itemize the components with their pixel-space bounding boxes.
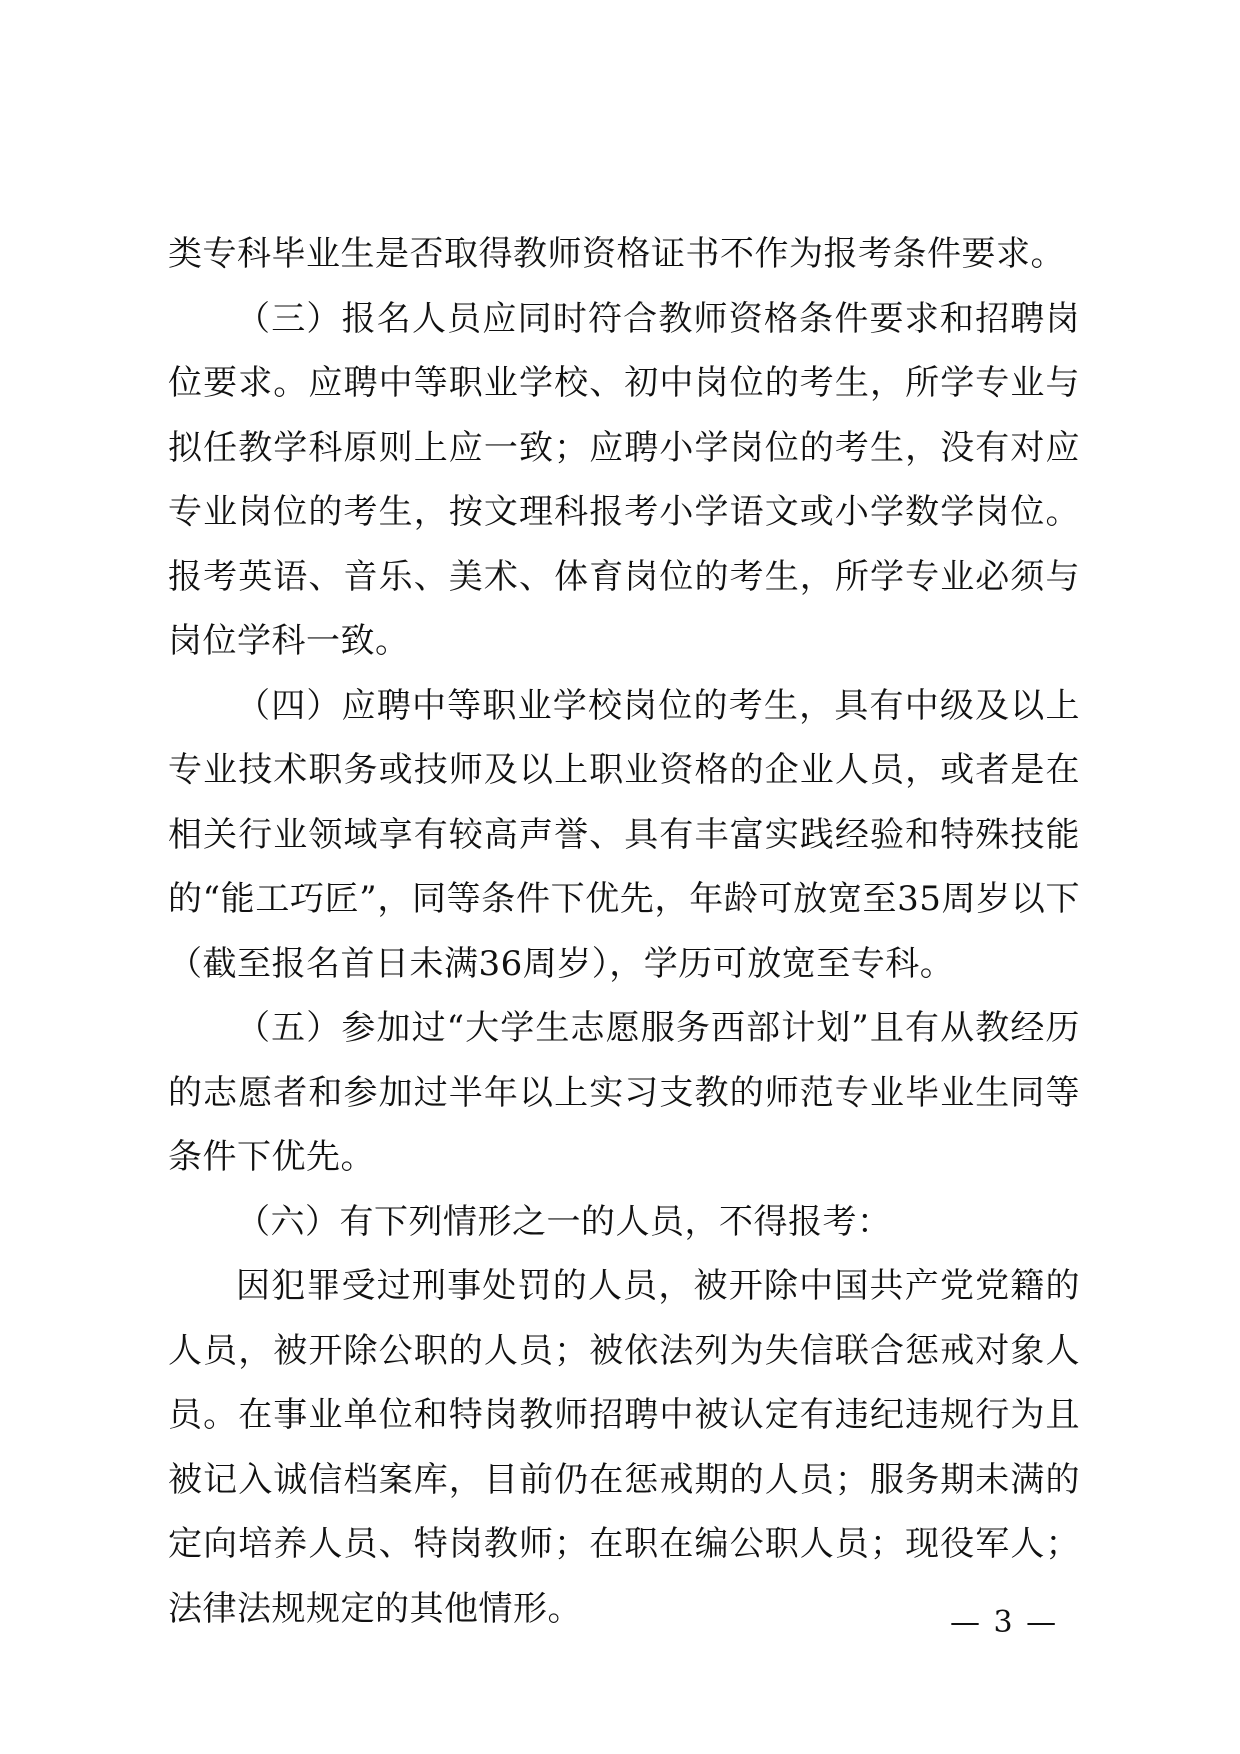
paragraph-continuation: 类专科毕业生是否取得教师资格证书不作为报考条件要求。 — [168, 234, 1065, 274]
paragraph-item-6-detail: 因犯罪受过刑事处罚的人员，被开除中国共产党党籍的人员，被开除公职的人员；被依法列为失信联合惩戒对象人员。在事业单位和特岗教师招聘中被认定有违纪违规行为且被记入诚信档案库，目前仍在惩戒期的人员；服务期未满的定向培养人员、特岗教师；在职在编公职人员；现役军人；法律法规规定的其他情形。 — [168, 1266, 1080, 1629]
document-body — [168, 222, 1080, 1641]
page-number: — 3 — — [950, 1605, 1059, 1640]
paragraph-item-3: （三）报名人员应同时符合教师资格条件要求和招聘岗位要求。应聘中等职业学校、初中岗位的考生，所学专业与拟任教学科原则上应一致；应聘小学岗位的考生，没有对应专业岗位的考生，按文理科报考小学语文或小学数学岗位。报考英语、音乐、美术、体育岗位的考生，所学专业必须与岗位学科一致。 — [168, 298, 1080, 661]
paragraph-item-6: （六）有下列情形之一的人员，不得报考： — [236, 1201, 892, 1242]
paragraph-item-5: （五）参加过“大学生志愿服务西部计划”且有从教经历的志愿者和参加过半年以上实习支教的师范专业毕业生同等条件下优先。 — [168, 1008, 1080, 1177]
paragraph-item-4: （四）应聘中等职业学校岗位的考生，具有中级及以上专业技术职务或技师及以上职业资格的企业人员，或者是在相关行业领域享有较高声誉、具有丰富实践经验和特殊技能的“能工巧匠”，同等条件下优先，年龄可放宽至35周岁以下（截至报名首日未满36周岁），学历可放宽至专科。 — [168, 685, 1080, 984]
